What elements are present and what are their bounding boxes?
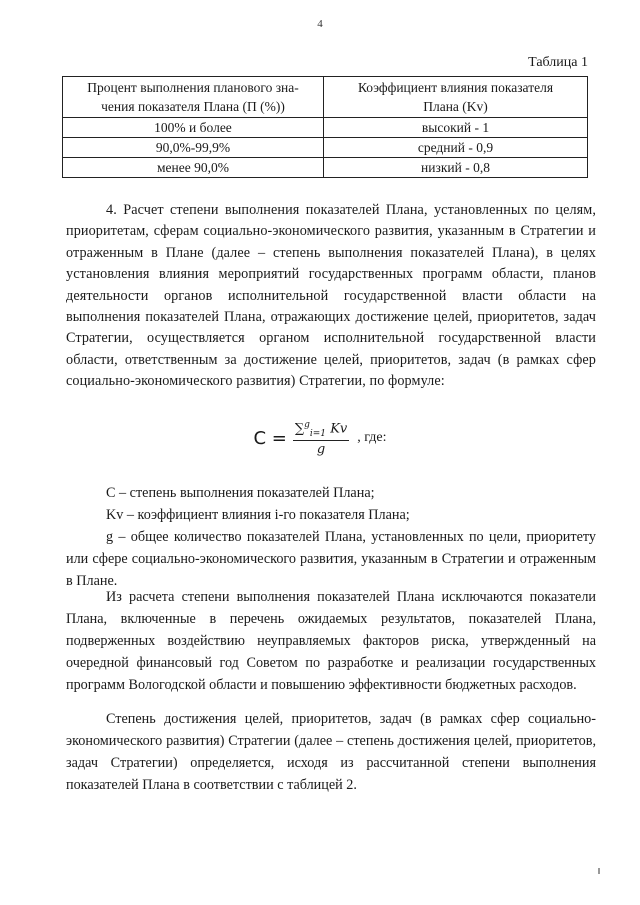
table-header-percent <box>63 77 324 118</box>
table-header-percent-line1: Процент выполнения планового зна- <box>87 80 299 95</box>
table-header-coefficient <box>324 77 588 118</box>
formula <box>0 420 640 457</box>
paragraph-exclusions <box>66 586 596 696</box>
sum-upper: g <box>304 420 310 430</box>
formula-denominator: g <box>316 441 326 457</box>
table-cell: менее 90,0% <box>63 158 324 178</box>
table-cell: 100% и более <box>63 118 324 138</box>
table-cell: средний - 0,9 <box>324 138 588 158</box>
paragraph-text: Из расчета степени выполнения показателей Плана исключаются показатели Плана, включенные в перечень ожидаемых результатов, показателей Плана, подверженных воздействию неуправляемых факторов риска, утвержденный на очередной финансовый год Советом по разработке и реализации государственных программ Вологодской области и повышению эффективности бюджетных расходов. <box>66 589 596 693</box>
formula-numerator <box>293 420 349 441</box>
table-cell: высокий - 1 <box>324 118 588 138</box>
formula-suffix: , где: <box>357 430 387 446</box>
definition-item: C – степень выполнения показателей Плана; <box>106 485 375 501</box>
table-header-coefficient-line1: Коэффициент влияния показателя <box>357 80 554 95</box>
table-header-percent-line2: чения показателя Плана (П (%)) <box>101 99 285 114</box>
table-header-row <box>63 77 588 118</box>
table-row <box>63 158 588 178</box>
page-number: 4 <box>317 18 323 30</box>
scan-mark <box>598 868 600 874</box>
table-cell: 90,0%-99,9% <box>63 138 324 158</box>
table-cell: низкий - 0,8 <box>324 158 588 178</box>
paragraph-text: 4. Расчет степени выполнения показателей Плана, установленных по целям, приоритетам, сферам социально-экономического развития, указанным в Стратегии и отраженным в Плане (далее – степень выполнения показателей Плана), в целях установления влияния мероприятий государственных программ области, планов деятельности органов исполнительной государственной власти области на выполнения показателей Плана, отражающих достижение целей, приоритетов, задач Стратегии, осуществляется органом исполнительной государственной власти области, ответственным за достижение целей, приоритетов, задач (в рамках сфер социально-экономического развития) Стратегии, по формуле: <box>66 202 596 390</box>
table-row <box>63 138 588 158</box>
numerator-var: Kv <box>330 421 348 437</box>
definition-item: Kv – коэффициент влияния i-го показателя Плана; <box>106 507 410 523</box>
coefficient-table <box>62 76 588 178</box>
table-label: Таблица 1 <box>528 55 588 70</box>
sum-lower: i=1 <box>309 428 327 439</box>
formula-fraction <box>293 420 349 457</box>
paragraph-text: Степень достижения целей, приоритетов, задач (в рамках сфер социально-экономического развития) Стратегии (далее – степень достижения целей, приоритетов, задач Стратегии) определяется, исходя из рассчитанной степени выполнения показателей Плана в соответствии с таблицей 2. <box>66 711 596 793</box>
definition-item: g – общее количество показателей Плана, установленных по цели, приоритету или сфере социально-экономического развития, указанным в Стратегии и отраженным в Плане. <box>66 529 596 589</box>
formula-lhs: C = <box>253 427 287 449</box>
paragraph-calculation <box>66 200 596 393</box>
table-header-coefficient-line2: Плана (Kv) <box>423 99 488 114</box>
sum-symbol: ∑ <box>294 421 305 437</box>
definitions <box>66 482 596 592</box>
paragraph-achievement <box>66 708 596 796</box>
table-row <box>63 118 588 138</box>
